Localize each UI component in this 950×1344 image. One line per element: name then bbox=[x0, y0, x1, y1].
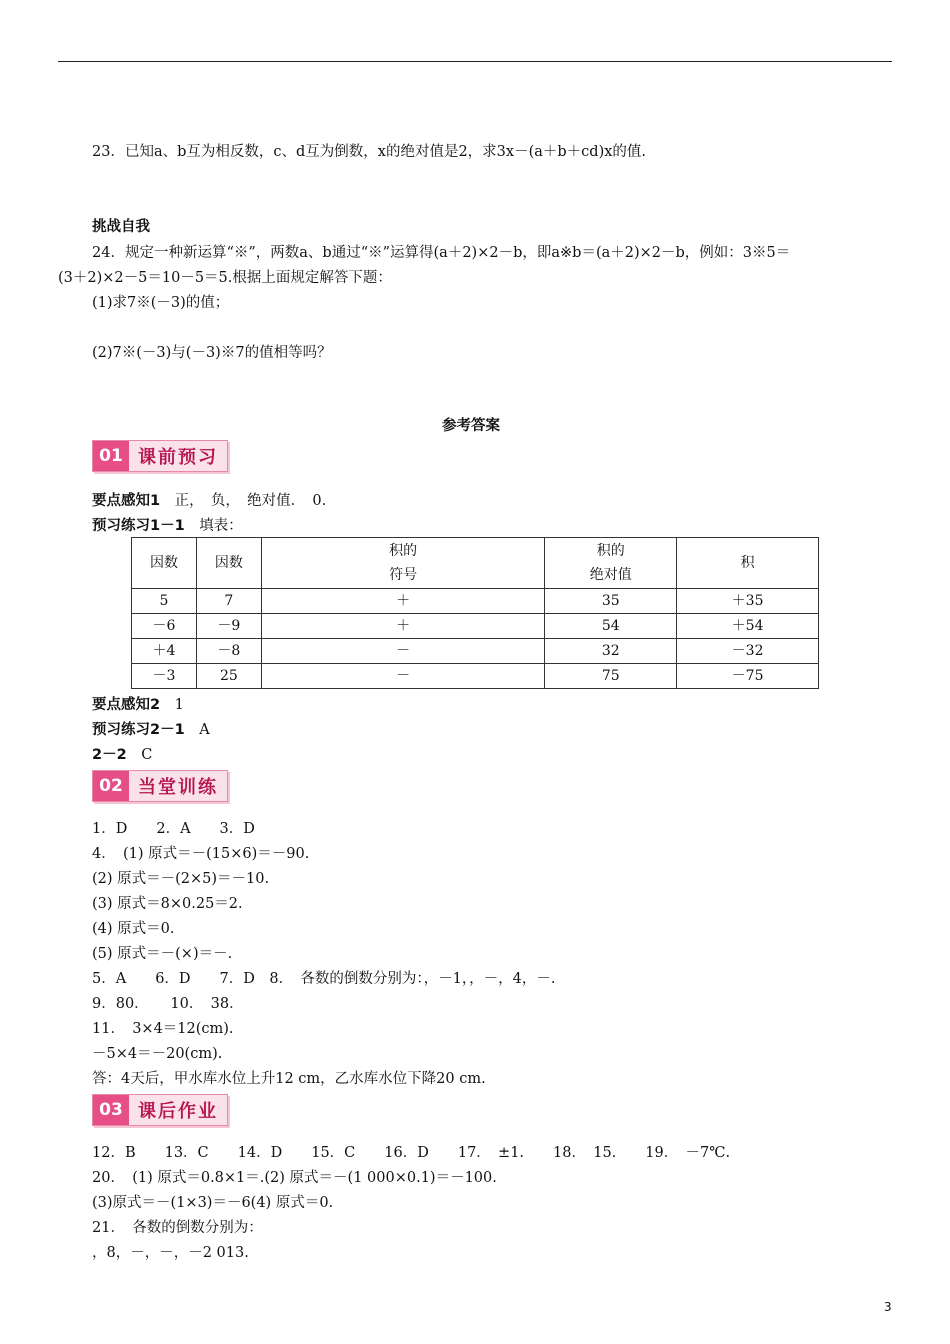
answer-line: －5×4＝－20(cm). bbox=[92, 1046, 223, 1062]
table-cell: ＋35 bbox=[677, 589, 819, 614]
section-title: 课前预习 bbox=[129, 441, 227, 471]
section-title: 当堂训练 bbox=[129, 771, 227, 801]
table-cell: －9 bbox=[196, 614, 261, 639]
answer-line: (2) 原式＝－(2×5)＝－10. bbox=[92, 871, 270, 887]
table-row bbox=[132, 664, 819, 689]
header-product-sign: 积的 符号 bbox=[261, 538, 545, 589]
header-factor-1: 因数 bbox=[132, 538, 197, 589]
answer-line: 答：4天后，甲水库水位上升12 cm，乙水库水位下降20 cm. bbox=[92, 1071, 486, 1087]
header-factor-2: 因数 bbox=[196, 538, 261, 589]
answer-line: (5) 原式＝－(×)＝－. bbox=[92, 946, 233, 962]
exercise-1-1-label: 预习练习1－1 bbox=[92, 518, 185, 534]
key-point-1-answer: 正， 负， 绝对值． 0. bbox=[174, 493, 327, 509]
header-rule bbox=[58, 61, 892, 62]
answer-line: 20． (1) 原式＝0.8×1＝.(2) 原式＝－(1 000×0.1)＝－100. bbox=[92, 1170, 497, 1186]
table-cell: ＋ bbox=[261, 614, 545, 639]
section-badge-classwork bbox=[92, 770, 228, 802]
product-sign-table bbox=[131, 537, 819, 689]
exercise-2-1-answer: A bbox=[199, 722, 210, 738]
section-badge-preview bbox=[92, 440, 228, 472]
answer-line: 21． 各数的倒数分别为： bbox=[92, 1220, 263, 1236]
answer-line: 1．D 2．A 3．D bbox=[92, 821, 255, 837]
table-cell: 7 bbox=[196, 589, 261, 614]
table-row bbox=[132, 589, 819, 614]
table-cell: － bbox=[261, 664, 545, 689]
question-24-part2: (2)7※(－3)与(－3)※7的值相等吗？ bbox=[92, 345, 332, 361]
table-cell: －6 bbox=[132, 614, 197, 639]
key-point-2-label: 要点感知2 bbox=[92, 697, 161, 713]
answer-line: 4． (1) 原式＝－(15×6)＝－90. bbox=[92, 846, 310, 862]
answer-line: 12．B 13．C 14．D 15．C 16．D 17． ±1. 18． 15. 19． －7℃. bbox=[92, 1145, 731, 1161]
exercise-2-2-label: 2－2 bbox=[92, 747, 127, 763]
exercise-2-1 bbox=[92, 720, 210, 740]
answer-line: 9．80． 10． 38． bbox=[92, 996, 244, 1012]
key-point-1-label: 要点感知1 bbox=[92, 493, 161, 509]
question-24-line2: (3＋2)×2－5＝10－5＝5.根据上面规定解答下题： bbox=[58, 270, 392, 286]
key-point-2 bbox=[92, 695, 184, 715]
answer-line: (4) 原式＝0. bbox=[92, 921, 175, 937]
table-cell: ＋54 bbox=[677, 614, 819, 639]
table-header-row bbox=[132, 538, 819, 589]
answer-line: (3) 原式＝8×0.25＝2. bbox=[92, 896, 243, 912]
table-row bbox=[132, 639, 819, 664]
table-cell: 5 bbox=[132, 589, 197, 614]
section-number: 02 bbox=[93, 771, 129, 801]
table-cell: － bbox=[261, 639, 545, 664]
exercise-2-1-label: 预习练习2－1 bbox=[92, 722, 185, 738]
table-cell: 35 bbox=[545, 589, 677, 614]
table-cell: 32 bbox=[545, 639, 677, 664]
exercise-2-2 bbox=[92, 745, 152, 765]
table-row bbox=[132, 614, 819, 639]
table-cell: 75 bbox=[545, 664, 677, 689]
table-cell: ＋ bbox=[261, 589, 545, 614]
table-cell: 54 bbox=[545, 614, 677, 639]
exercise-1-1-text: 填表： bbox=[199, 518, 243, 534]
page-number: 3 bbox=[884, 1300, 892, 1314]
answers-title: 参考答案 bbox=[442, 418, 500, 434]
table-cell: ＋4 bbox=[132, 639, 197, 664]
question-24-line1: 24．规定一种新运算“※”，两数a、b通过“※”运算得(a＋2)×2－b，即a※b＝(a＋2)×2－b，例如：3※5＝ bbox=[92, 245, 791, 261]
section-number: 03 bbox=[93, 1095, 129, 1125]
exercise-1-1 bbox=[92, 516, 243, 536]
question-24-part1: (1)求7※(－3)的值； bbox=[92, 295, 230, 311]
table-cell: 25 bbox=[196, 664, 261, 689]
challenge-heading: 挑战自我 bbox=[92, 219, 150, 235]
section-badge-homework bbox=[92, 1094, 228, 1126]
section-title: 课后作业 bbox=[129, 1095, 227, 1125]
answer-line: 11． 3×4＝12(cm). bbox=[92, 1021, 234, 1037]
answer-line: ，8，－，－，－2 013. bbox=[92, 1245, 249, 1261]
key-point-2-answer: 1 bbox=[174, 697, 184, 713]
exercise-2-2-answer: C bbox=[141, 747, 153, 763]
answer-line: 5．A 6．D 7．D 8． 各数的倒数分别为：，－1，，－，4，－. bbox=[92, 971, 556, 987]
table-cell: －75 bbox=[677, 664, 819, 689]
table-cell: －3 bbox=[132, 664, 197, 689]
table-cell: －8 bbox=[196, 639, 261, 664]
table-cell: －32 bbox=[677, 639, 819, 664]
answer-line: (3)原式＝－(1×3)＝－6(4) 原式＝0. bbox=[92, 1195, 334, 1211]
key-point-1 bbox=[92, 491, 326, 511]
header-product: 积 bbox=[677, 538, 819, 589]
question-23: 23．已知a、b互为相反数，c、d互为倒数，x的绝对值是2，求3x－(a＋b＋cd)x的值. bbox=[92, 144, 647, 160]
section-number: 01 bbox=[93, 441, 129, 471]
header-product-abs: 积的 绝对值 bbox=[545, 538, 677, 589]
